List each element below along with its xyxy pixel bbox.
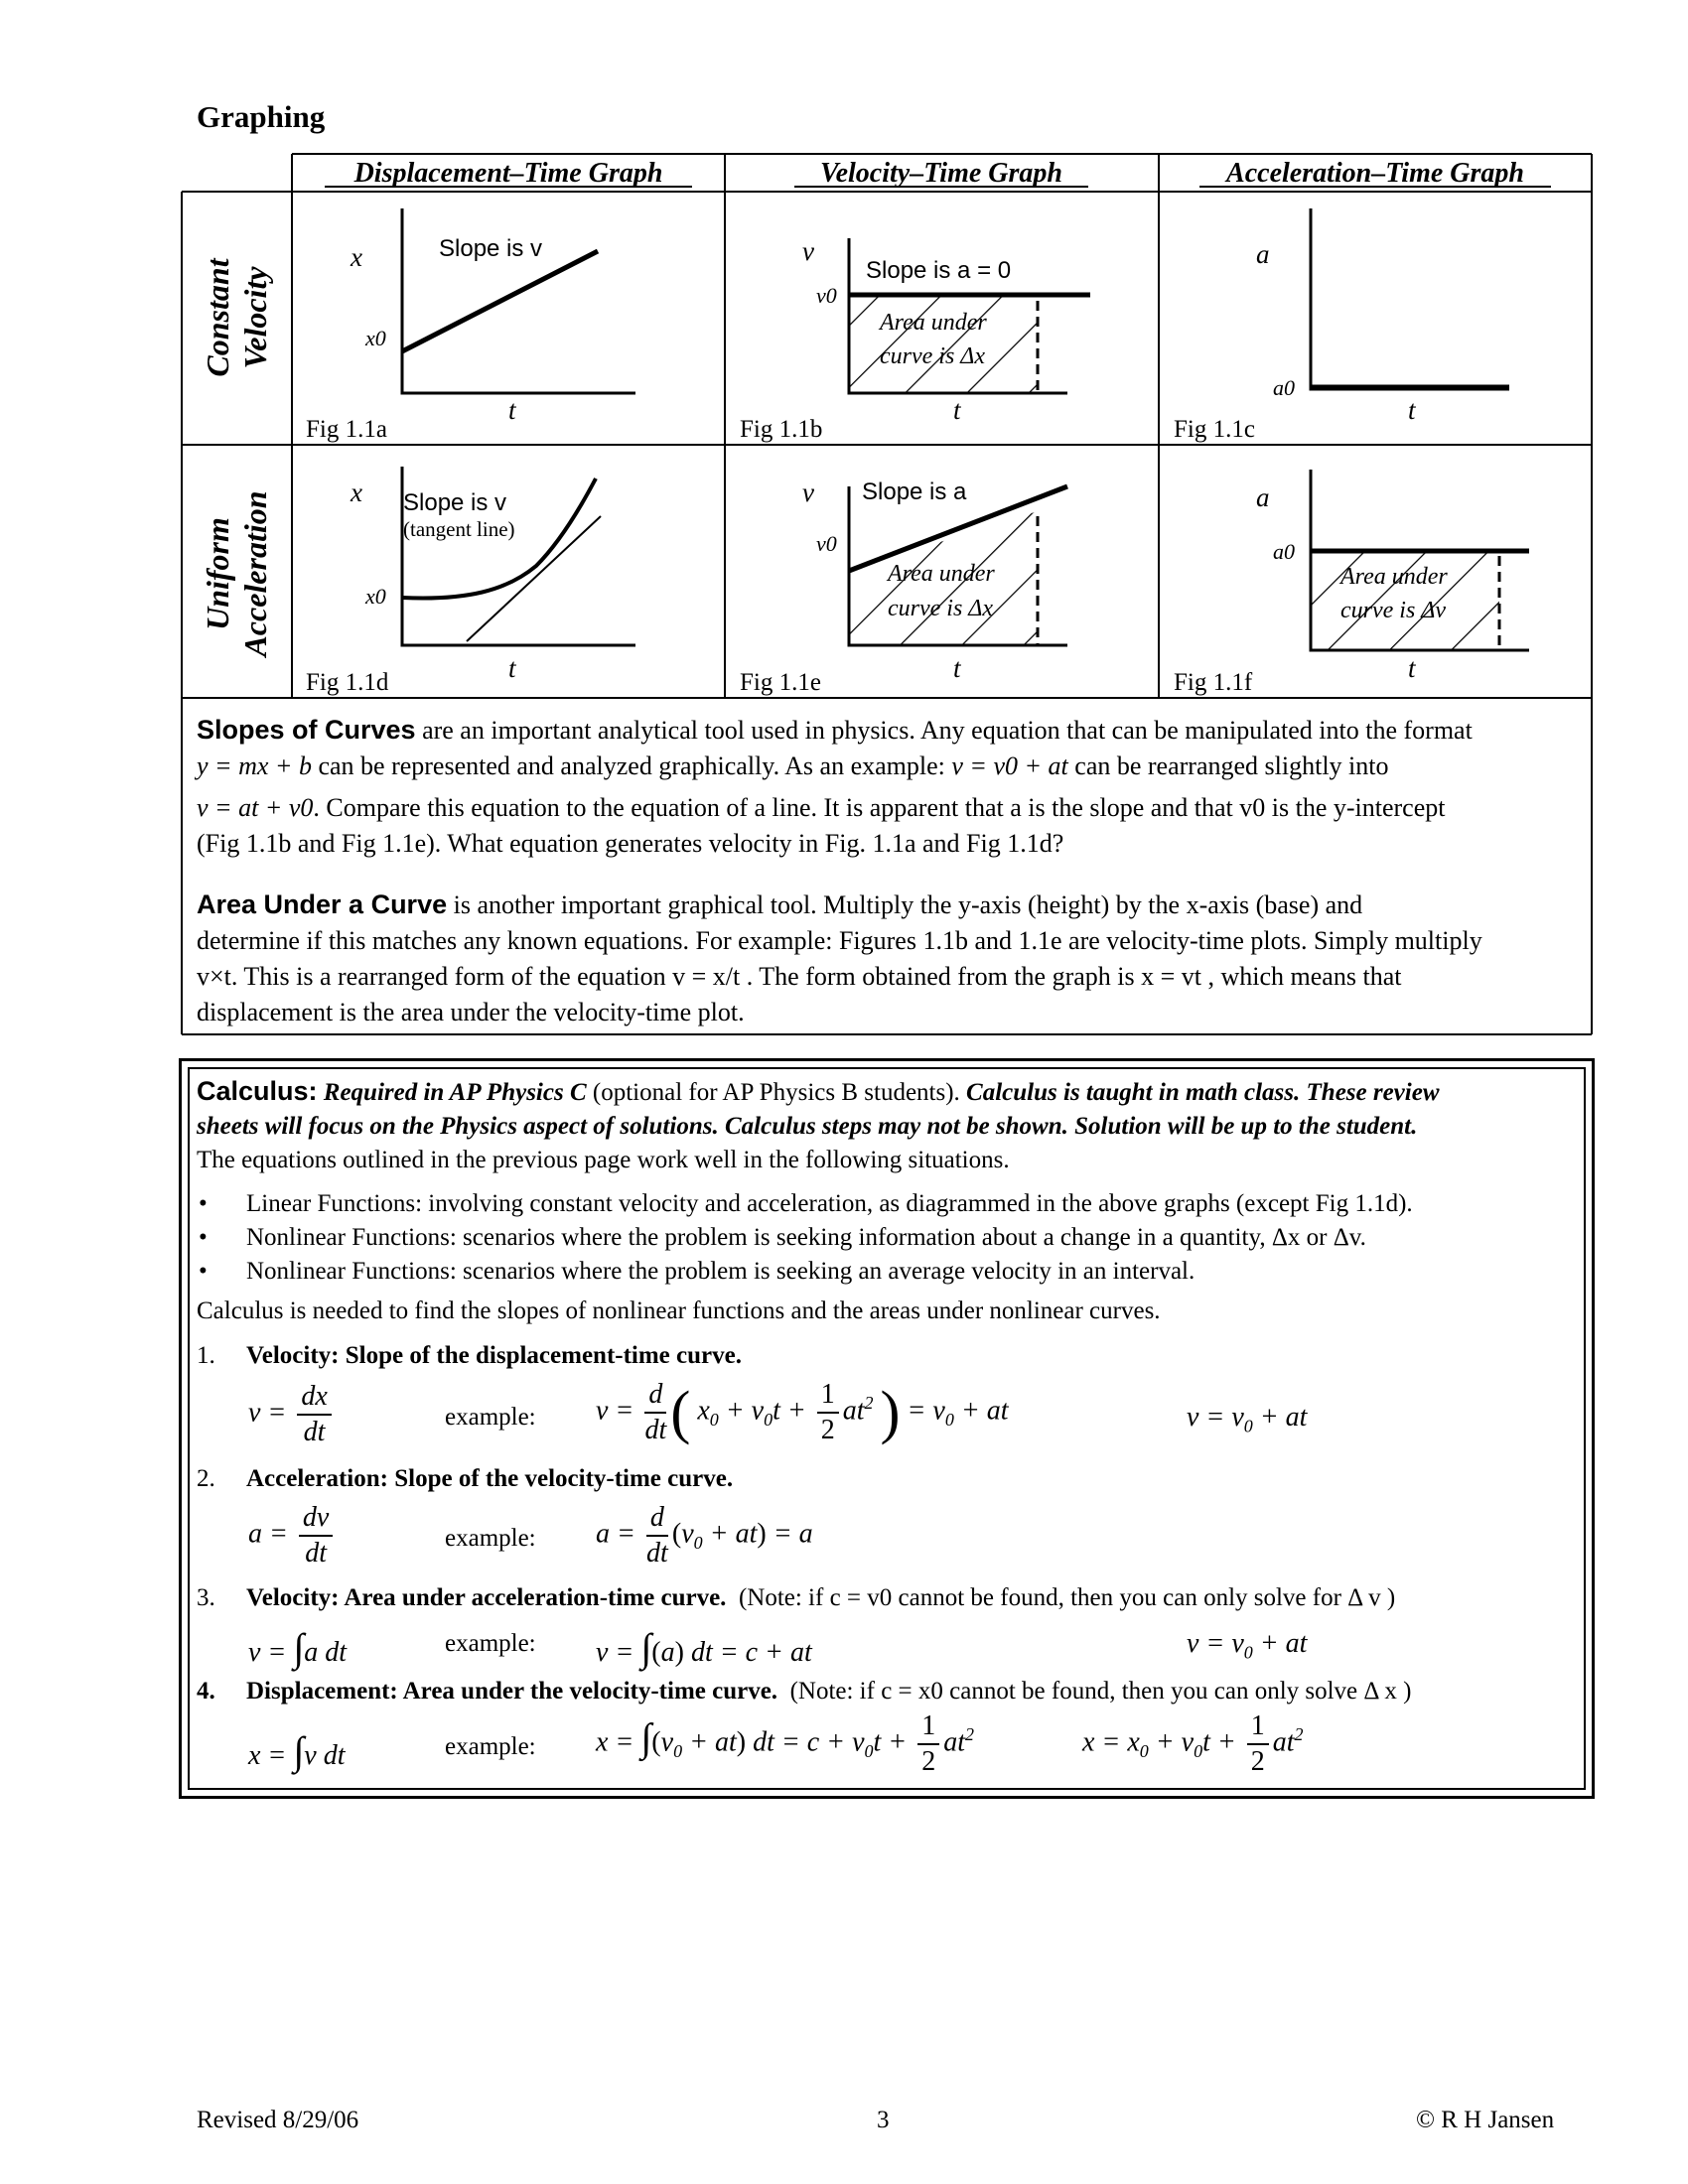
calculus-required: Required in AP Physics C <box>317 1079 587 1106</box>
eq-velocity-result: $v = v_0$ + at <box>1187 1628 1308 1663</box>
slope-label: Slope is a <box>862 478 967 505</box>
item-title: Velocity: Area under acceleration-time curve. <box>246 1584 727 1611</box>
axis-label-a: a <box>1256 239 1270 269</box>
item-row <box>246 1678 1411 1706</box>
area-label-line2: curve is Δx <box>888 596 994 621</box>
area-text: displacement is the area under the velocity-time plot. <box>197 998 745 1026</box>
area-text: determine if this matches any known equations. For example: Figures 1.1b and 1.1e are velocity-time plots. Simply multiply <box>197 926 1482 955</box>
calculus-lead: Calculus: <box>197 1076 318 1106</box>
fig-1b-graph <box>802 236 1090 425</box>
area-lead: Area Under a Curve <box>197 889 448 919</box>
slopes-text: (Fig 1.1b and Fig 1.1e). What equation generates velocity in Fig. 1.1a and Fig 1.1d? <box>197 829 1064 858</box>
tangent-label: (tangent line) <box>403 517 515 541</box>
example-label: example: <box>445 1630 536 1657</box>
axis-label-v0: v0 <box>816 531 837 556</box>
slopes-lead: Slopes of Curves <box>197 715 416 745</box>
item-title: Displacement: Area under the velocity-time curve. <box>246 1678 778 1705</box>
axis-label-a0: a0 <box>1273 539 1295 564</box>
fig-1a-graph <box>350 208 635 425</box>
area-label-line1: Area under <box>1340 564 1448 590</box>
row-header-constant: Constant <box>200 258 235 377</box>
item-note: (Note: if c = x0 cannot be found, then you can only solve Δ x ) <box>789 1678 1412 1705</box>
list-item: • Nonlinear Functions: scenarios where the problem is seeking information about a change in a quantity, Δx or Δv. <box>197 1221 1413 1255</box>
slopes-text: can be rearranged slightly into <box>1067 751 1389 780</box>
item-number: 2. <box>197 1465 215 1492</box>
calculus-needed: Calculus is needed to find the slopes of nonlinear functions and the areas under nonlinear curves. <box>197 1297 1161 1324</box>
area-label-line2: curve is Δx <box>880 343 986 369</box>
eq-velocity-result: $v = v_0$ + at <box>1187 1402 1308 1436</box>
eq-velocity-example: v = $\frac{d}{dt}$ ( $x_0 + v_0t$ + $\frac{1}{2}$ $at^2$ ) = $v_0$ + at <box>596 1379 1009 1445</box>
axis-label-a: a <box>1256 482 1270 512</box>
item-title: Velocity: Slope of the displacement-time curve. <box>246 1342 742 1369</box>
axis-label-x0: x0 <box>365 326 386 350</box>
axis-label-v: v <box>802 236 814 266</box>
axis-label-t: t <box>1408 653 1416 683</box>
area-label-line2: curve is Δv <box>1340 598 1447 623</box>
axis-label-t: t <box>508 395 516 425</box>
area-label-line1: Area under <box>888 561 995 587</box>
slopes-text: can be represented and analyzed graphically. As an example: <box>311 751 952 780</box>
row-header-uniform: Uniform <box>200 517 235 630</box>
axis-label-x: x <box>351 478 362 507</box>
example-label: example: <box>445 1404 536 1431</box>
item-note: (Note: if c = v0 cannot be found, then you can only solve for Δ v ) <box>738 1584 1396 1611</box>
col-header-displacement: Displacement–Time Graph <box>353 158 663 189</box>
fig-label-1a: Fig 1.1a <box>306 416 387 443</box>
fig-label-1e: Fig 1.1e <box>740 669 821 696</box>
eq-velocity-integral-example: v = ∫(a) dt = c + at <box>596 1625 812 1670</box>
fig-label-1f: Fig 1.1f <box>1174 669 1253 696</box>
axis-label-t: t <box>508 653 516 683</box>
slope-label: Slope is v <box>439 235 543 262</box>
axis-label-x0: x0 <box>365 584 386 609</box>
axis-label-t: t <box>953 653 961 683</box>
axis-label-a0: a0 <box>1273 375 1295 400</box>
calculus-note: sheets will focus on the Physics aspect of solutions. Calculus steps may not be shown. Solution will be up to the student. <box>197 1113 1418 1140</box>
calculus-intro <box>197 1074 1587 1177</box>
axis-label-t: t <box>953 395 961 425</box>
footer-copyright: © R H Jansen <box>1416 2107 1555 2133</box>
eq-line-format: y = mx + b <box>197 751 312 780</box>
slope-label: Slope is a = 0 <box>866 257 1012 284</box>
row-header-acceleration: Acceleration <box>237 490 273 657</box>
footer-revised: Revised 8/29/06 <box>197 2107 359 2133</box>
item-number: 3. <box>197 1584 215 1611</box>
area-label-line1: Area under <box>880 310 987 336</box>
item-row <box>246 1584 1395 1612</box>
fig-1f-graph <box>1256 470 1529 683</box>
calculus-intro-text: The equations outlined in the previous page work well in the following situations. <box>197 1147 1010 1173</box>
eq-velocity-derivative: v = $\frac{dx}{dt}$ <box>248 1380 336 1449</box>
fig-label-1b: Fig 1.1b <box>740 416 823 443</box>
eq-velocity-rearranged: v = at + v0 <box>197 793 314 822</box>
page-heading: Graphing <box>197 99 326 134</box>
col-header-acceleration: Acceleration–Time Graph <box>1226 158 1524 189</box>
row-header-velocity: Velocity <box>237 266 273 369</box>
list-item: • Linear Functions: involving constant velocity and acceleration, as diagrammed in the above graphs (except Fig 1.1d). <box>197 1187 1413 1221</box>
slopes-paragraph <box>197 712 1577 862</box>
situation-list <box>197 1187 1413 1289</box>
slopes-text: . Compare this equation to the equation of a line. It is apparent that a is the slope and that v0 is the y-intercept <box>313 793 1446 822</box>
item-number: 1. <box>197 1342 215 1369</box>
calculus-note: Calculus is taught in math class. These review <box>966 1079 1440 1106</box>
axis-label-v0: v0 <box>816 283 837 308</box>
fig-1e-graph <box>802 478 1067 683</box>
list-item: • Nonlinear Functions: scenarios where the problem is seeking an average velocity in an interval. <box>197 1255 1413 1289</box>
footer-page-number: 3 <box>877 2107 890 2133</box>
area-text: v×t. This is a rearranged form of the equation v = x/t . The form obtained from the graph is x = vt , which means that <box>197 962 1402 991</box>
axis-label-t: t <box>1408 395 1416 425</box>
fig-1c-graph <box>1256 208 1509 425</box>
eq-velocity-integral: v = ∫a dt <box>248 1625 348 1670</box>
eq-displacement-result: $x = x_0 + v_0t$ + $\frac{1}{2}$ $at^2$ <box>1082 1710 1304 1777</box>
example-label: example: <box>445 1525 536 1552</box>
slope-label: Slope is v <box>403 489 507 516</box>
fig-label-1c: Fig 1.1c <box>1174 416 1255 443</box>
axis-label-x: x <box>351 242 362 272</box>
eq-acceleration-derivative: a = $\frac{dv}{dt}$ <box>248 1501 337 1570</box>
col-header-velocity: Velocity–Time Graph <box>820 158 1062 189</box>
slopes-text: are an important analytical tool used in physics. Any equation that can be manipulated into the format <box>415 716 1473 745</box>
item-number: 4. <box>197 1678 215 1705</box>
calculus-optional: (optional for AP Physics B students). <box>586 1079 967 1106</box>
fig-1d-graph <box>350 467 635 683</box>
fig-label-1d: Fig 1.1d <box>306 669 389 696</box>
area-paragraph <box>197 887 1577 1030</box>
eq-displacement-integral-example: $x = \int(v_0 + at)$ dt = $c + v_0t$ + $\frac{1}{2}$ $at^2$ <box>596 1710 974 1777</box>
eq-displacement-integral: x = ∫v dt <box>248 1728 346 1773</box>
area-text: is another important graphical tool. Multiply the y-axis (height) by the x-axis (base) and <box>447 890 1363 919</box>
example-label: example: <box>445 1733 536 1760</box>
eq-acceleration-example: a = $\frac{d}{dt}$ $(v_0 + at) = a$ <box>596 1502 813 1569</box>
axis-label-v: v <box>802 478 814 507</box>
eq-velocity: v = v0 + at <box>951 751 1068 780</box>
item-title: Acceleration: Slope of the velocity-time curve. <box>246 1465 734 1492</box>
